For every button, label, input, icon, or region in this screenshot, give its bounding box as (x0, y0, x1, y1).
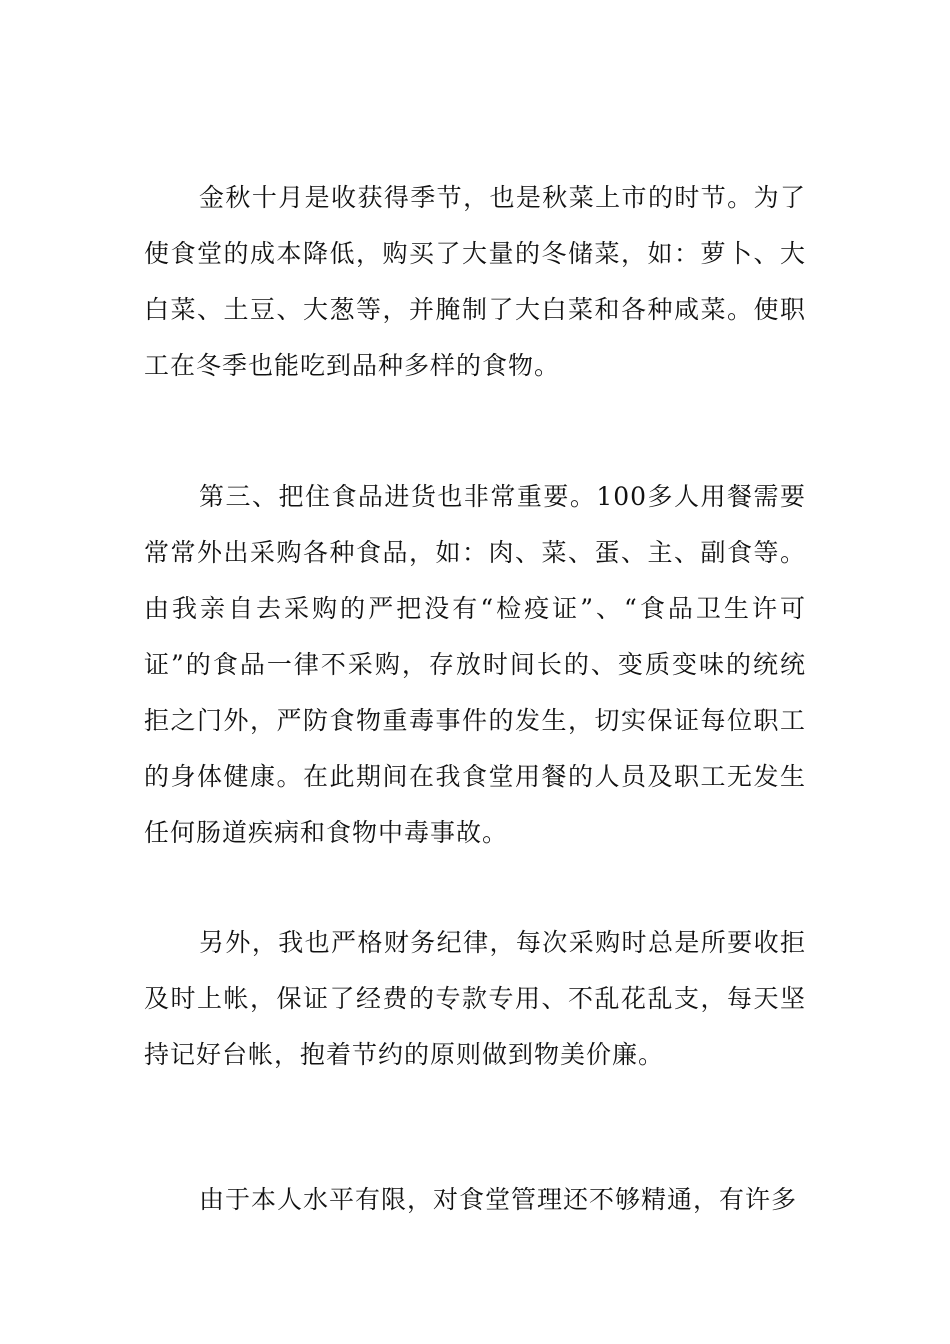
paragraph-food-purchasing: 第三、把住食品进货也非常重要。100多人用餐需要常常外出采购各种食品，如：肉、菜、蛋、主、副食等。由我亲自去采购的严把没有“检疫证”、“食品卫生许可证”的食品一律不采购，存放时间长的、变质变味的统统拒之门外，严防食物重毒事件的发生，切实保证每位职工的身体健康。在此期间在我食堂用餐的人员及职工无发生任何肠道疾病和食物中毒事故。 (144, 482, 806, 847)
paragraph-autumn-vegetables: 金秋十月是收获得季节，也是秋菜上市的时节。为了使食堂的成本降低，购买了大量的冬储菜，如：萝卜、大白菜、土豆、大葱等，并腌制了大白菜和各种咸菜。使职工在冬季也能吃到品种多样的食物。 (144, 183, 806, 380)
paragraph-financial-discipline: 另外，我也严格财务纪律，每次采购时总是所要收拒及时上帐，保证了经费的专款专用、不乱花乱支，每天坚持记好台帐，抱着节约的原则做到物美价廉。 (144, 928, 806, 1069)
paragraph-limitations: 由于本人水平有限，对食堂管理还不够精通，有许多 (199, 1185, 798, 1214)
